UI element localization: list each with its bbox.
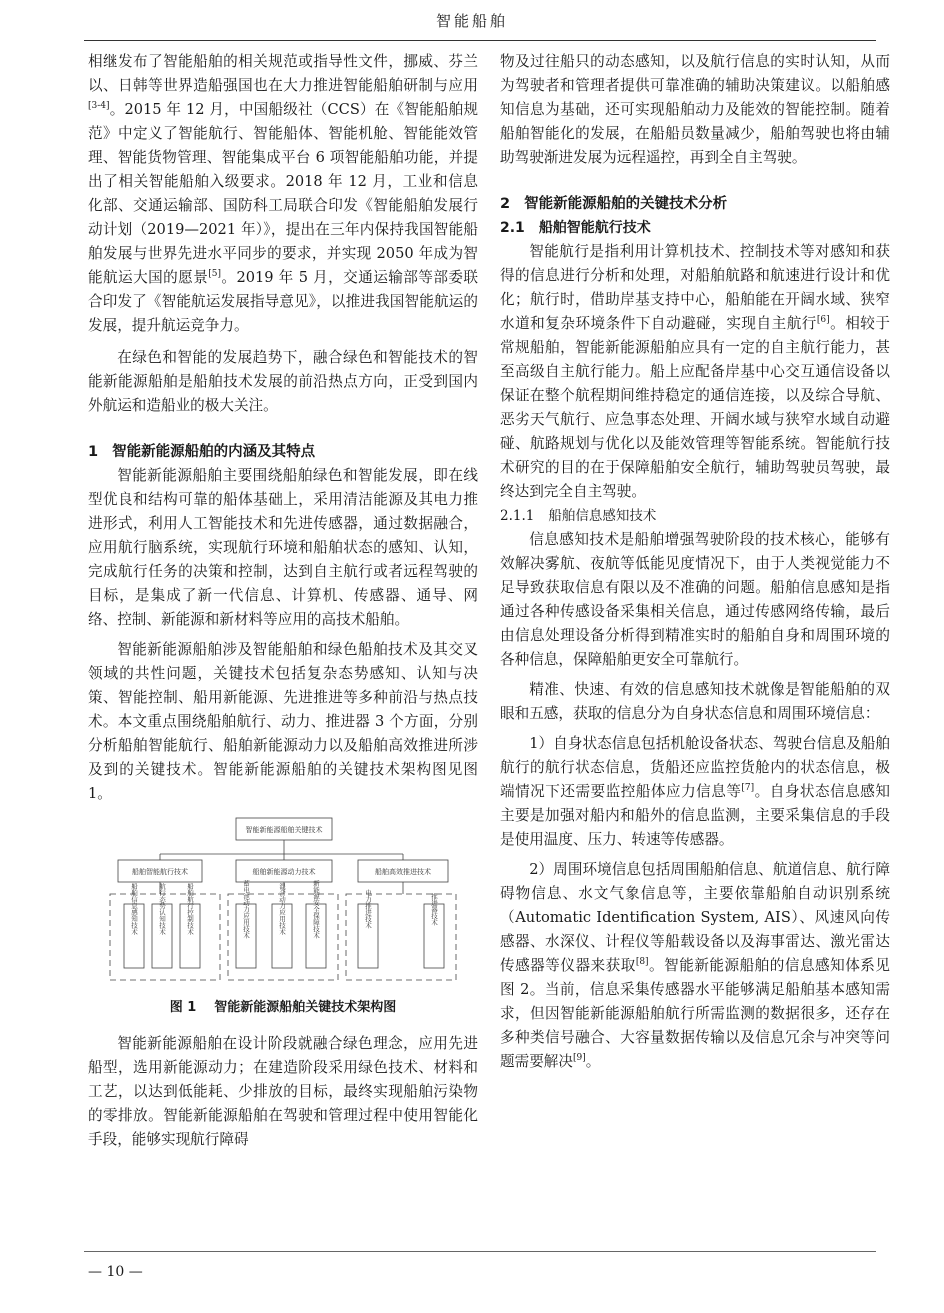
paragraph: 智能新能源船舶在设计阶段就融合绿色理念，应用先进船型，选用新能源动力；在建造阶段采用绿色技术、材料和工艺，以达到低能耗、少排放的目标，最终实现船舶污染物的零排放。智能新能源船舶在驾驶和管理过程中使用智能化手段，能够实现航行障碍 <box>88 1035 478 1148</box>
header-rule <box>84 40 876 41</box>
running-header: 智能船舶 <box>435 12 508 30</box>
diagram-branch-label: 船舶高效推进技术 <box>375 868 431 876</box>
diagram-root-label: 智能新能源船舶关键技术 <box>245 826 323 834</box>
citation: [3-4] <box>88 101 110 112</box>
citation: [5] <box>208 269 221 280</box>
paragraph: 智能新能源船舶主要围绕船舶绿色和智能发展，即在线型优良和结构可靠的船体基础上，采用清洁能源及其电力推进形式，利用人工智能技术和先进传感器，通过数据融合，应用航行脑系统，实现航行环境和船舶状态的感知、认知，完成航行任务的决策和控制，达到自主航行或者远程驾驶的目标，是集成了新一代信息、计算机、传感器、通导、网络、控制、新能源和新材料等应用的高技术船舶。 <box>88 467 478 628</box>
subsubsection-heading: 2.1.1 船舶信息感知技术 <box>500 508 657 524</box>
diagram-leaf-label: 电力推进技术 <box>364 889 372 929</box>
paragraph: 2）周围环境信息包括周围船舶信息、航道信息、航行障碍物信息、水文气象信息等，主要依靠船舶自动识别系统（Automatic Identification System, AIS）、风速风向传感器、水深仪、计程仪等船载设备以及海事雷达、激光雷达传感器等仪器来获取[8]。智能新能源船舶的信息感知体系见图 2。当前，信息采集传感器水平能够满足船舶基本感知需求，但因智能新能源船舶航行所需监测的数据很多，还存在多种类信号融合、大容量数据传输以及信息冗余与冲突等问题需要解决[9]。 <box>500 861 890 1070</box>
diagram-leaf-label: 混合动力应用技术 <box>278 883 286 935</box>
diagram-leaf-label: 船舶信息感知技术 <box>130 883 138 935</box>
paragraph: 1）自身状态信息包括机舱设备状态、驾驶台信息及船舶航行的航行状态信息，货船还应监控货舱内的状态信息，极端情况下还需要监控船体应力信息等[7]。自身状态信息感知主要是加强对船内和船外的信息监测，主要采集信息的手段是使用温度、压力、转速等传感器。 <box>500 735 890 848</box>
footer-rule <box>84 1251 876 1252</box>
figure-1 <box>88 814 478 994</box>
diagram-leaf-label: 新能源安全保障技术 <box>312 879 320 939</box>
paragraph: 信息感知技术是船舶增强驾驶阶段的技术核心，能够有效解决雾航、夜航等低能见度情况下，由于人类视觉能力不足导致获取信息有限以及不准确的问题。船舶信息感知是指通过各种传感设备采集相关信息，通过传感网络传输，最后由信息处理设备分析得到精准实时的船舶自身和周围环境的各种信息，保障船舶更安全可靠航行。 <box>500 531 890 668</box>
diagram-leaf-label: 推进器技术 <box>430 892 438 926</box>
paragraph: 精准、快速、有效的信息感知技术就像是智能船舶的双眼和五感，获取的信息分为自身状态信息和周围环境信息： <box>500 681 890 722</box>
paragraph: 物及过往船只的动态感知，以及航行信息的实时认知，从而为驾驶者和管理者提供可靠准确的辅助决策建议。以船舶感知信息为基础，还可实现船舶动力及能效的智能控制。随着船舶智能化的发展，在船船员数量减少，船舶驾驶也将由辅助驾驶渐进发展为远程遥控，再到全自主驾驶。 <box>500 53 890 166</box>
section-heading: 2 智能新能源船舶的关键技术分析 <box>500 196 728 212</box>
right-column <box>500 50 890 1074</box>
paragraph: 智能新能源船舶涉及智能船舶和绿色船舶技术及其交叉领域的共性问题，关键技术包括复杂态势感知、认知与决策、智能控制、船用新能源、先进推进等多种前沿与热点技术。本文重点围绕船舶航行、动力、推进器 3 个方面，分别分析船舶智能航行、船舶新能源动力以及船舶高效推进所涉及到的关键技术。智能新能源船舶的关键技术架构图见图 1。 <box>88 641 478 802</box>
left-column <box>88 50 478 1152</box>
citation: [9] <box>572 1053 586 1064</box>
citation: [6] <box>816 315 830 326</box>
page-number: — 10 — <box>88 1264 143 1280</box>
citation: [8] <box>635 957 649 968</box>
diagram-branch-label: 船舶新能源动力技术 <box>252 868 316 876</box>
diagram-leaf-label: 蓄电池动力应用技术 <box>242 879 250 939</box>
paragraph: 相继发布了智能船舶的相关规范或指导性文件，挪威、芬兰以、日韩等世界造船强国也在大力推进智能船舶研制与应用[3-4]。2015 年 12 月，中国船级社（CCS）在《智能船舶规范》中定义了智能航行、智能船体、智能机舱、智能能效管理、智能货物管理、智能集成平台 6 项智能船舶功能，并提出了相关智能船舶入级要求。2018 年 12 月，工业和信息化部、交通运输部、国防科工局联合印发《智能船舶发展行动计划（2019—2021 年）》，提出在三年内保持我国智能船舶发展与世界先进水平同步的要求，并实现 2050 年成为智能航运大国的愿景[5]。2019 年 5 月，交通运输部等部委联合印发了《智能航运发展指导意见》，以推进我国智能航运的发展，提升航运竞争力。 <box>88 53 478 334</box>
subsection-heading: 2.1 船舶智能航行技术 <box>500 220 651 236</box>
diagram-leaf-label: 船舶航行控制技术 <box>186 883 194 935</box>
paragraph: 智能航行是指利用计算机技术、控制技术等对感知和获得的信息进行分析和处理，对船舶航路和航速进行设计和优化；航行时，借助岸基支持中心，船舶能在开阔水域、狭窄水道和复杂环境条件下自动避碰，实现自主航行[6]。相较于常规船舶，智能新能源船舶应具有一定的自主航行能力，甚至高级自主航行能力。船上应配备岸基中心交互通信设备以保证在整个航程期间维持稳定的通信连接，以及综合导航、恶劣天气航行、应急事态处理、开阔水域与狭窄水域自动避碰、航路规划与优化以及能效管理等智能系统。智能航行技术研究的目的在于保障船舶安全航行，辅助驾驶员驾驶，最终达到完全自主驾驶。 <box>500 243 890 500</box>
section-heading: 1 智能新能源船舶的内涵及其特点 <box>88 444 316 460</box>
diagram-leaf-label: 航行态势认知技术 <box>158 883 166 935</box>
diagram-branch-label: 船舶智能航行技术 <box>132 868 188 876</box>
citation: [7] <box>741 783 755 794</box>
figure-caption: 图 1 智能新能源船舶关键技术架构图 <box>169 1000 397 1015</box>
architecture-diagram <box>88 814 478 994</box>
paragraph: 在绿色和智能的发展趋势下，融合绿色和智能技术的智能新能源船舶是船舶技术发展的前沿热点方向，正受到国内外航运和造船业的极大关注。 <box>88 349 478 414</box>
